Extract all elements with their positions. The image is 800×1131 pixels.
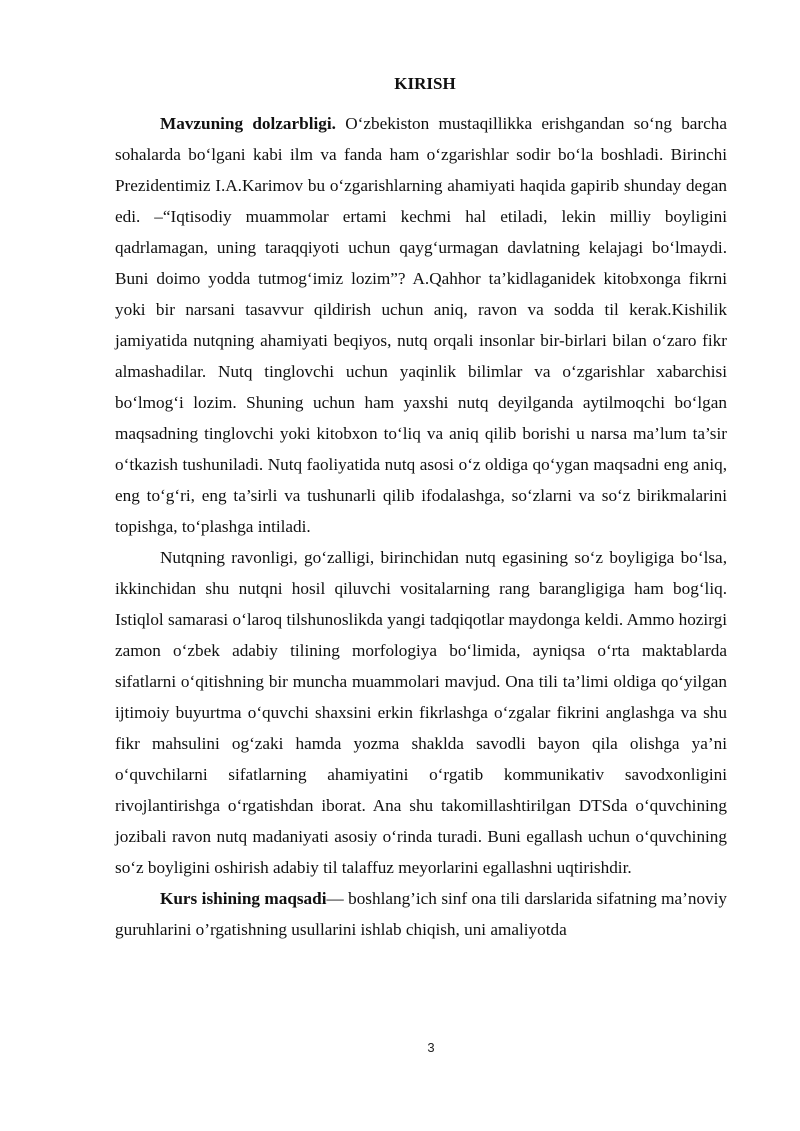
paragraph-lead: Mavzuning dolzarbligi. — [160, 114, 336, 133]
paragraph-course-goal — [115, 883, 727, 945]
paragraph-text: Nutqning ravonligi, go‘zalligi, birinchidan nutq egasining so‘z boyligiga bo‘lsa, ikkinchidan shu nutqni hosil qiluvchi vositalarning rang barangligiga ham bog‘liq. Istiqlol samarasi o‘laroq tilshunoslikda yangi tadqiqotlar maydonga keldi. Ammo hozirgi zamon o‘zbek adabiy tilining morfologiya bo‘limida, ayniqsa o‘rta maktablarda sifatlarni o‘qitishning bir muncha muammolari mavjud. Ona tili ta’limi oldiga qo‘yilgan ijtimoiy buyurtma o‘quvchi shaxsini erkin fikrlashga o‘zgalar fikrini anglashga va shu fikr mahsulini og‘zaki hamda yozma shaklda savodli bayon qila olishga ya’ni o‘quvchilarni sifatlarning ahamiyatini o‘rgatib kommunikativ savodxonligini rivojlantirishga o‘rgatishdan iborat. Ana shu takomillashtirilgan DTSda o‘quvchining jozibali ravon nutq madaniyati asosiy o‘rinda turadi. Buni egallash uchun o‘quvchining so‘z boyligini oshirish adabiy til talaffuz meyorlarini egallashni uqtirishdir. — [115, 548, 727, 877]
paragraph-speech-fluency — [115, 542, 727, 883]
document-title: KIRISH — [394, 74, 456, 93]
paragraph-lead: Kurs ishining maqsadi — [160, 889, 327, 908]
page-number: 3 — [427, 1040, 435, 1055]
document-page — [115, 72, 727, 945]
paragraph-text: O‘zbekiston mustaqillikka erishgandan so‘ng barcha sohalarda bo‘lgani kabi ilm va fanda ham o‘zgarishlar sodir bo‘la boshladi. Birinchi Prezidentimiz I.A.Karimov bu o‘zgarishlarning ahamiyati haqida gapirib shunday degan edi. –“Iqtisodiy muammolar ertami kechmi hal etiladi, lekin milliy boyligini qadrlamagan, uning taraqqiyoti uchun qayg‘urmagan davlatning kelajagi bo‘lmaydi. Buni doimo yodda tutmog‘imiz lozim”? A.Qahhor ta’kidlaganidek kitobxonga fikrni yoki bir narsani tasavvur qildirish uchun aniq, ravon va sodda til kerak.Kishilik jamiyatida nutqning ahamiyati beqiyos, nutq orqali insonlar bir-birlari bilan o‘zaro fikr almashadilar. Nutq tinglovchi uchun yaqinlik bilimlar va o‘zgarishlar xabarchisi bo‘lmog‘i lozim. Shuning uchun ham yaxshi nutq deyilganda aytilmoqchi bo‘lgan maqsadning tinglovchi yoki kitobxon to‘liq va aniq qilib borishi u narsa ma’lum ta’sir o‘tkazish tushuniladi. Nutq faoliyatida nutq asosi o‘z oldiga qo‘ygan maqsadni eng aniq, eng to‘g‘ri, eng ta’sirli va tushunarli qilib ifodalashga, so‘zlarni va so‘z birikmalarini topishga, to‘plashga intiladi. — [115, 114, 728, 536]
paragraph-relevance — [115, 108, 727, 542]
paragraph-text: — boshlang’ich sinf ona tili darslarida sifatning ma’noviy guruhlarini o’rgatishning usullarini ishlab chiqish, uni amaliyotda — [115, 889, 727, 939]
